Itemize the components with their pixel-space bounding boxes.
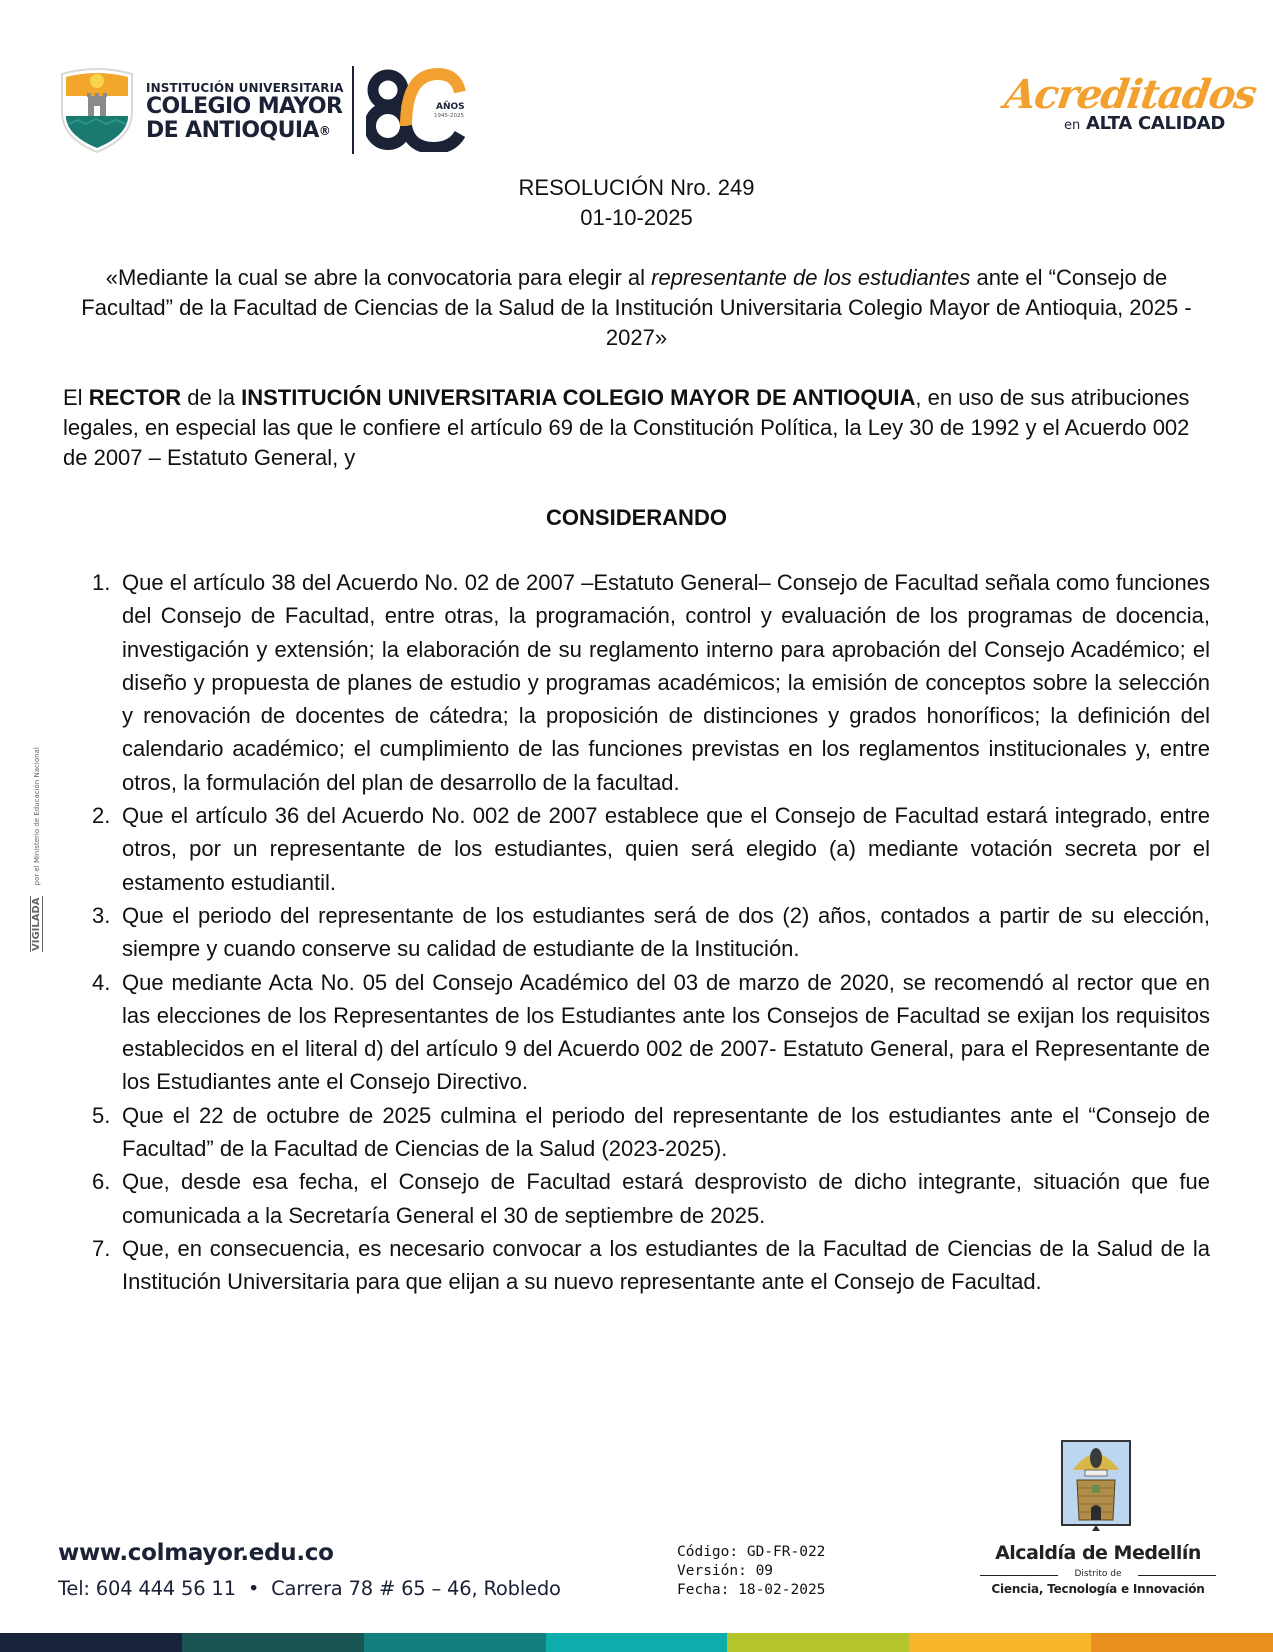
ministry-text: por el Ministerio de Educación Nacional: [33, 747, 41, 886]
resolution-title: RESOLUCIÓN Nro. 249: [518, 175, 755, 200]
vigilada-text: VIGILADA: [31, 897, 42, 951]
accreditation-logo: [1001, 71, 1259, 147]
accreditation-text: ALTA CALIDAD: [1085, 113, 1225, 134]
institution-bold: INSTITUCIÓN UNIVERSITARIA COLEGIO MAYOR DE ANTIOQUIA: [241, 385, 916, 410]
registered-mark: ®: [318, 124, 331, 138]
resolution-date: 01-10-2025: [580, 205, 693, 230]
resolution-subject: «Mediante la cual se abre la convocatoria para elegir al representante de los estudiantes ante el “Consejo de Facultad” de la Facultad de Ciencias de la Salud de la Institución Universitaria Colegio Mayor de Antioquia, 2025 - 2027»: [81, 265, 1192, 350]
list-item: 1. Que el artículo 38 del Acuerdo No. 02 de 2007 –Estatuto General– Consejo de Facultad señala como funciones del Consejo de Facultad, entre otras, la programación, control y evaluación de los programas de docencia, investigación y extensión; la elaboración de su reglamento interno para aprobación del Consejo Académico; el diseño y propuesta de planes de estudio y programas académicos; la emisión de conceptos sobre la selección y renovación de docentes de cátedra; la proposición de distinciones y grados honoríficos; la definición del calendario académico; el cumplimiento de las funciones previstas en los reglamentos institucionales y, entre otros, la formulación del plan de desarrollo de la facultad.: [92, 570, 1210, 795]
color-bar-segment: [546, 1633, 728, 1652]
list-item: 2. Que el artículo 36 del Acuerdo No. 002 de 2007 establece que el Consejo de Facultad estará integrado, entre otros, por un representante de los estudiantes, quien será elegido (a) mediante votación secreta por el estamento estudiantil.: [92, 803, 1210, 895]
institution-logo: [58, 64, 488, 156]
institution-name-line3: DE ANTIOQUIA: [146, 118, 319, 143]
subject-emphasis: representante de los estudiantes: [651, 265, 971, 290]
preamble-paragraph: El RECTOR de la INSTITUCIÓN UNIVERSITARIA COLEGIO MAYOR DE ANTIOQUIA, en uso de sus atribuciones legales, en especial las que le confiere el artículo 69 de la Constitución Política, la Ley 30 de 1992 y el Acuerdo 002 de 2007 – Estatuto General, y: [63, 385, 1190, 470]
alcaldia-district: Distrito de: [978, 1569, 1218, 1579]
list-item: 4. Que mediante Acta No. 05 del Consejo Académico del 03 de marzo de 2020, se recomendó al rector que en las elecciones de los Representantes de los Estudiantes ante los Consejos de Facultad se exijan los requisitos establecidos en el literal d) del artículo 9 del Acuerdo 002 de 2007- Estatuto General, para el Representante de los Estudiantes ante el Consejo Directivo.: [92, 969, 1210, 1095]
accreditation-prefix: en: [1063, 118, 1081, 133]
anniversary-80-logo: [366, 68, 486, 152]
alcaldia-tagline: Ciencia, Tecnología e Innovación: [991, 1582, 1205, 1596]
contact-info: Tel: 604 444 56 11 • Carrera 78 # 65 – 46, Robledo: [58, 1577, 561, 1600]
accreditation-script: Acreditados: [1001, 71, 1259, 118]
rector-bold: RECTOR: [88, 385, 182, 410]
footer-color-bar: [0, 1633, 1273, 1652]
section-heading: CONSIDERANDO: [546, 505, 727, 530]
document-version: Versión: 09: [677, 1563, 774, 1579]
logo-divider: [352, 66, 354, 154]
anniversary-years: 1945-2025: [434, 113, 464, 119]
alcaldia-name: Alcaldía de Medellín: [995, 1542, 1201, 1564]
list-item: 7. Que, en consecuencia, es necesario convocar a los estudiantes de la Facultad de Ciencias de la Salud de la Institución Universitaria para que elijan a su nuevo representante ante el Consejo de Facultad.: [92, 1235, 1210, 1295]
vigilada-side-label: [24, 747, 43, 952]
color-bar-segment: [909, 1633, 1091, 1652]
color-bar-segment: [0, 1633, 182, 1652]
alcaldia-logo: [978, 1440, 1218, 1610]
document-code: Código: GD-FR-022: [677, 1544, 826, 1560]
list-item: 5. Que el 22 de octubre de 2025 culmina el periodo del representante de los estudiantes ante el “Consejo de Facultad” de la Facultad de Ciencias de la Salud (2023-2025).: [92, 1102, 1210, 1162]
website-link[interactable]: www.colmayor.edu.co: [58, 1540, 334, 1566]
institution-name: INSTITUCIÓN UNIVERSITARIA COLEGIO MAYOR DE ANTIOQUIA®: [146, 81, 344, 143]
considerations-list: [92, 566, 1210, 1299]
color-bar-segment: [727, 1633, 909, 1652]
anniversary-label: AÑOS: [436, 102, 465, 112]
list-item: 3. Que el periodo del representante de los estudiantes será de dos (2) años, contados a partir de su elección, siempre y cuando conserve su calidad de estudiante de la Institución.: [92, 902, 1210, 962]
coat-of-arms-icon: [1061, 1440, 1131, 1532]
document-form-date: Fecha: 18-02-2025: [677, 1582, 826, 1598]
color-bar-segment: [1091, 1633, 1273, 1652]
color-bar-segment: [182, 1633, 364, 1652]
color-bar-segment: [364, 1633, 546, 1652]
list-item: 6. Que, desde esa fecha, el Consejo de Facultad estará desprovisto de dicho integrante, situación que fue comunicada a la Secretaría General el 30 de septiembre de 2025.: [92, 1169, 1210, 1228]
shield-icon: [58, 66, 136, 154]
document-control-info: [677, 1543, 825, 1600]
